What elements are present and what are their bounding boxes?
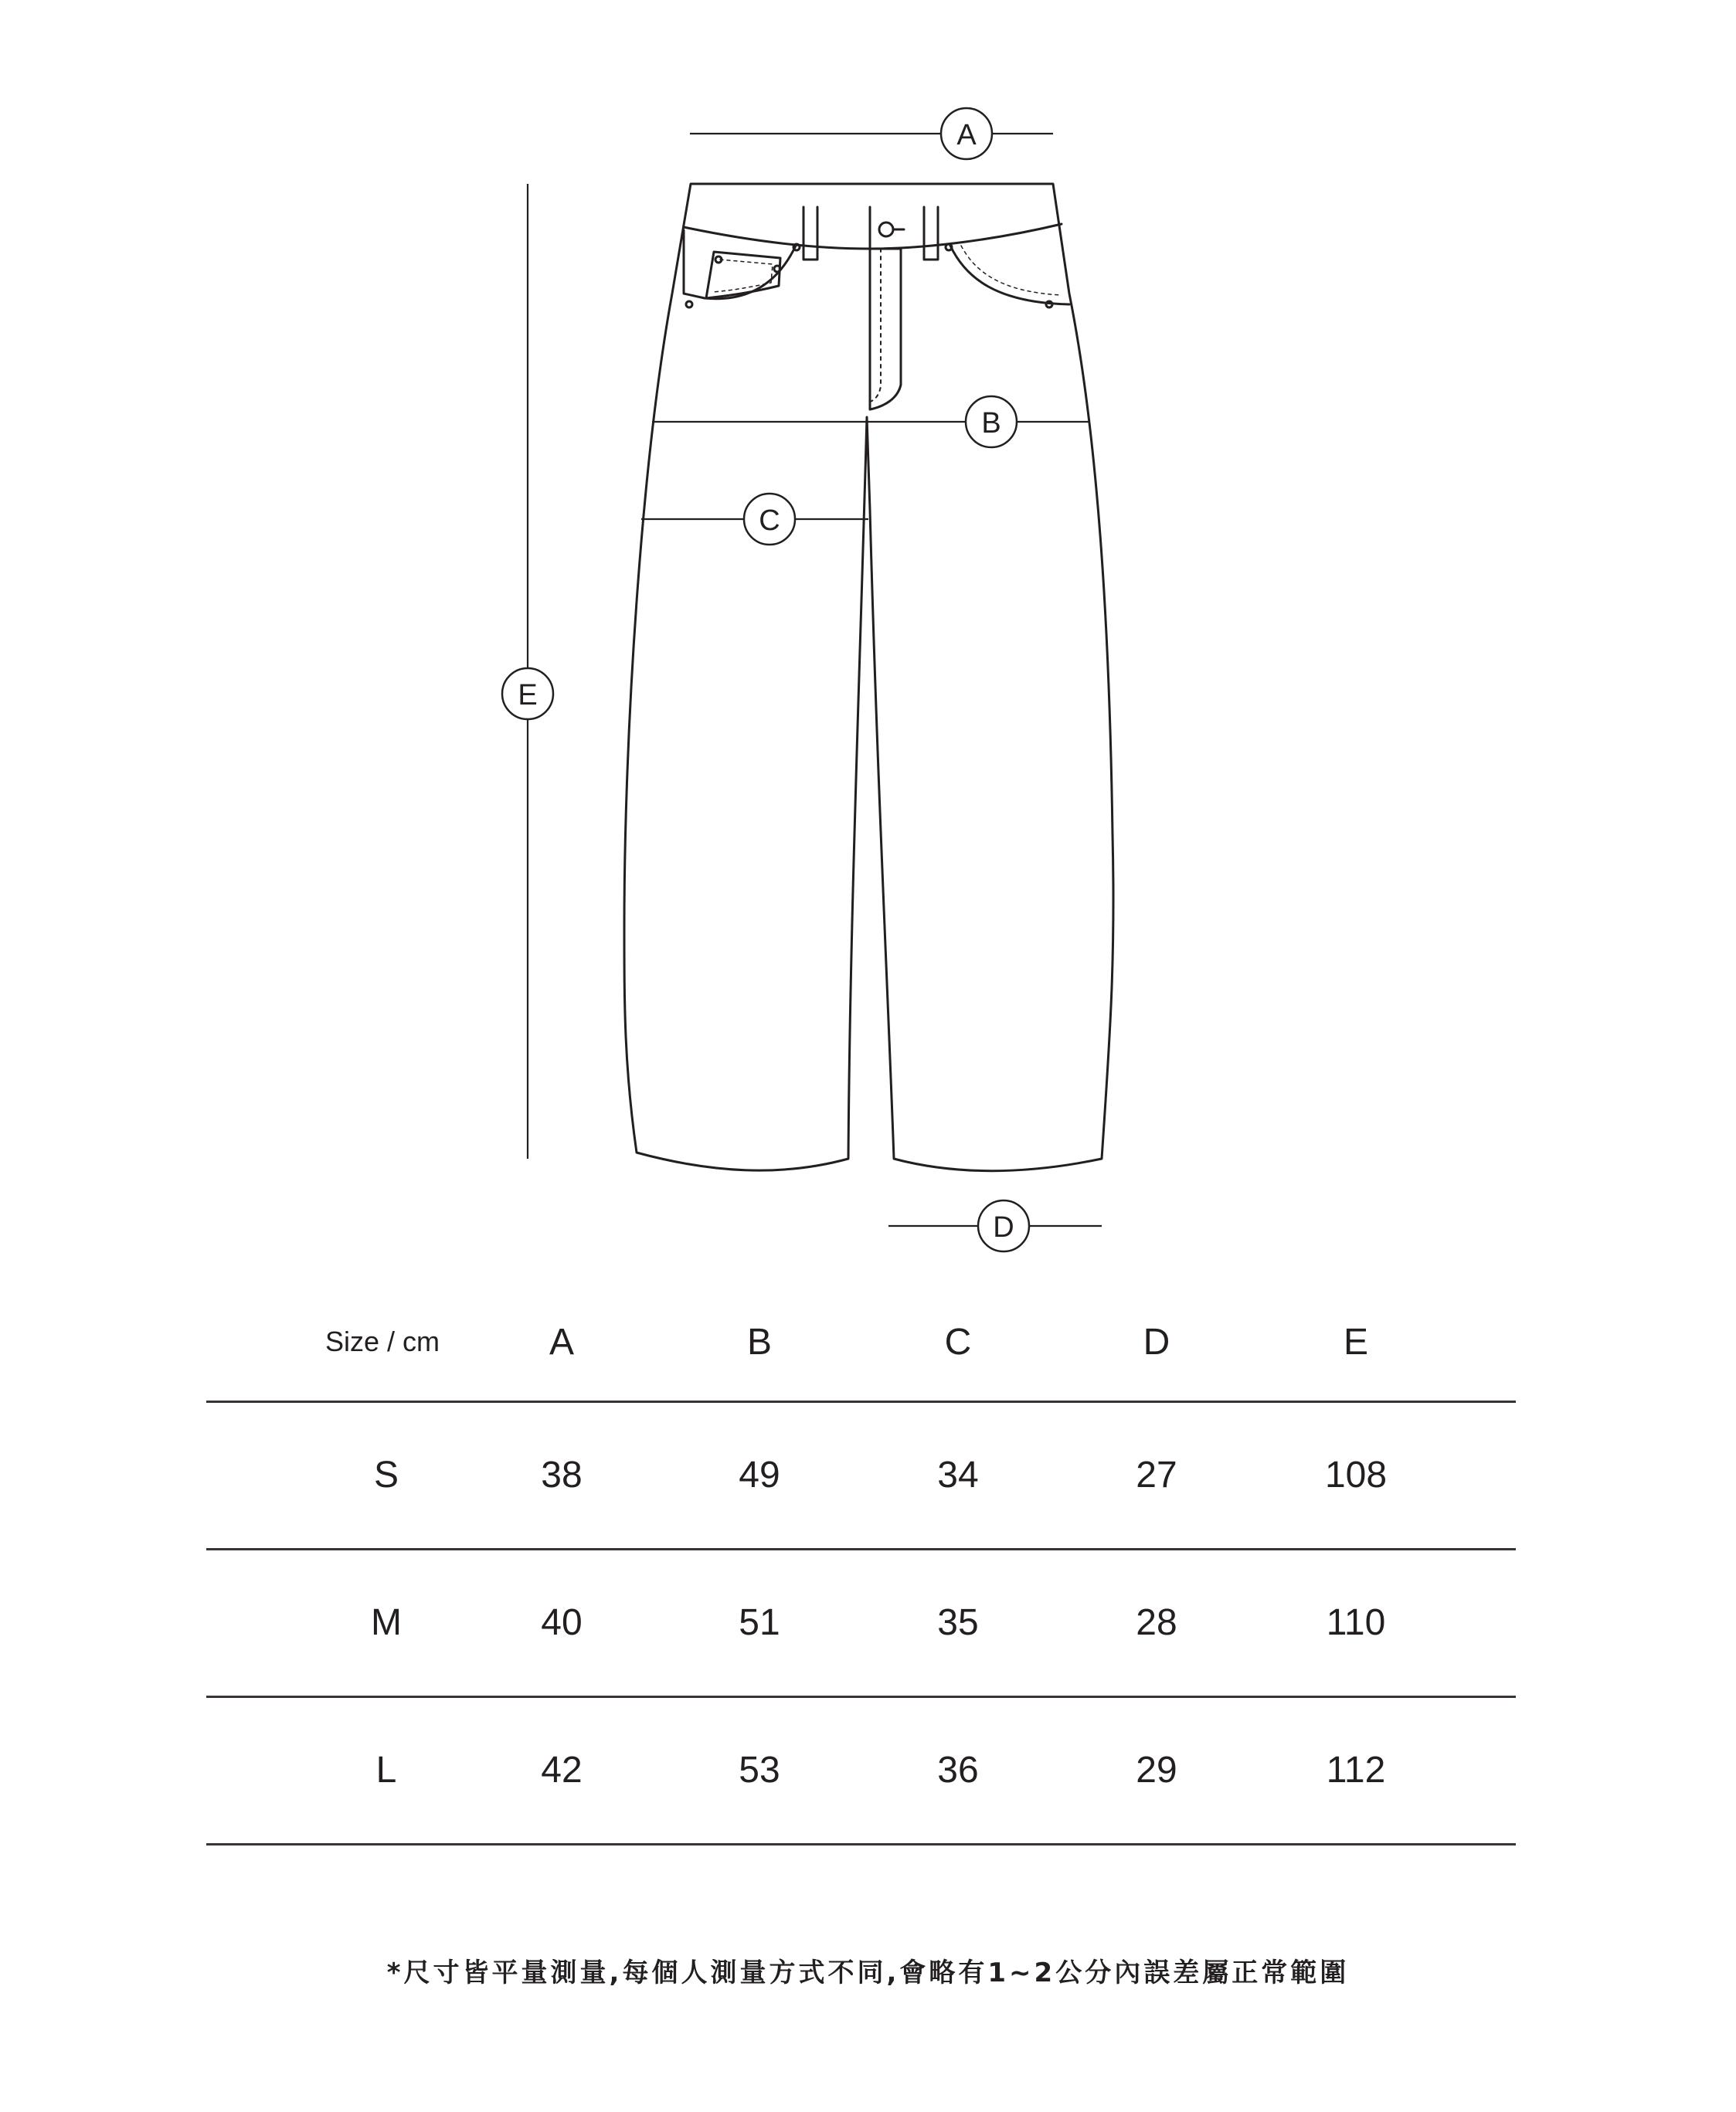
table-divider bbox=[206, 1843, 1516, 1845]
rivet bbox=[946, 244, 952, 250]
belt-loop-left bbox=[803, 207, 817, 260]
button bbox=[879, 222, 893, 236]
waistband-edge bbox=[684, 224, 1062, 249]
label-e: E bbox=[518, 679, 538, 711]
value-cell: 53 bbox=[739, 1750, 780, 1791]
value-cell: 34 bbox=[937, 1455, 979, 1496]
value-cell: 29 bbox=[1136, 1750, 1177, 1791]
size-table bbox=[206, 1282, 1516, 1844]
value-cell: 35 bbox=[937, 1602, 979, 1643]
measurement-note: *尺寸皆平量測量,每個人測量方式不同,會略有1~2公分內誤差屬正常範圍 bbox=[386, 1958, 1350, 1988]
column-header-c: C bbox=[944, 1321, 972, 1363]
rivet bbox=[774, 266, 780, 272]
size-cell: S bbox=[373, 1455, 399, 1496]
column-header-b: B bbox=[746, 1321, 772, 1363]
column-header-d: D bbox=[1143, 1321, 1170, 1363]
label-c: C bbox=[759, 504, 780, 537]
rivet bbox=[686, 301, 692, 307]
value-cell: 28 bbox=[1136, 1602, 1177, 1643]
value-cell: 36 bbox=[937, 1750, 979, 1791]
column-header-a: A bbox=[549, 1321, 574, 1363]
coin-pocket-stitch bbox=[712, 260, 773, 292]
label-d: D bbox=[993, 1211, 1014, 1244]
value-cell: 27 bbox=[1136, 1455, 1177, 1496]
table-row bbox=[206, 1401, 1516, 1549]
value-cell: 112 bbox=[1326, 1750, 1386, 1791]
table-row bbox=[206, 1549, 1516, 1696]
table-header-row bbox=[206, 1282, 1516, 1401]
label-a: A bbox=[956, 119, 977, 151]
table-row bbox=[206, 1696, 1516, 1844]
pocket-right bbox=[950, 246, 1069, 304]
unit-label: Size / cm bbox=[324, 1326, 440, 1357]
value-cell: 51 bbox=[739, 1602, 780, 1643]
value-cell: 108 bbox=[1324, 1455, 1388, 1496]
value-cell: 110 bbox=[1326, 1602, 1386, 1643]
value-cell: 49 bbox=[739, 1455, 780, 1496]
pocket-right-stitch bbox=[961, 246, 1062, 295]
belt-loop-right bbox=[924, 207, 938, 260]
label-b: B bbox=[981, 407, 1001, 440]
value-cell: 38 bbox=[541, 1455, 583, 1496]
rivet bbox=[715, 256, 722, 263]
rivet bbox=[793, 244, 800, 250]
size-cell: L bbox=[375, 1750, 397, 1791]
value-cell: 42 bbox=[541, 1750, 583, 1791]
fly-inner bbox=[870, 249, 881, 402]
column-header-e: E bbox=[1343, 1321, 1368, 1363]
size-cell: M bbox=[371, 1602, 402, 1643]
value-cell: 40 bbox=[541, 1602, 583, 1643]
